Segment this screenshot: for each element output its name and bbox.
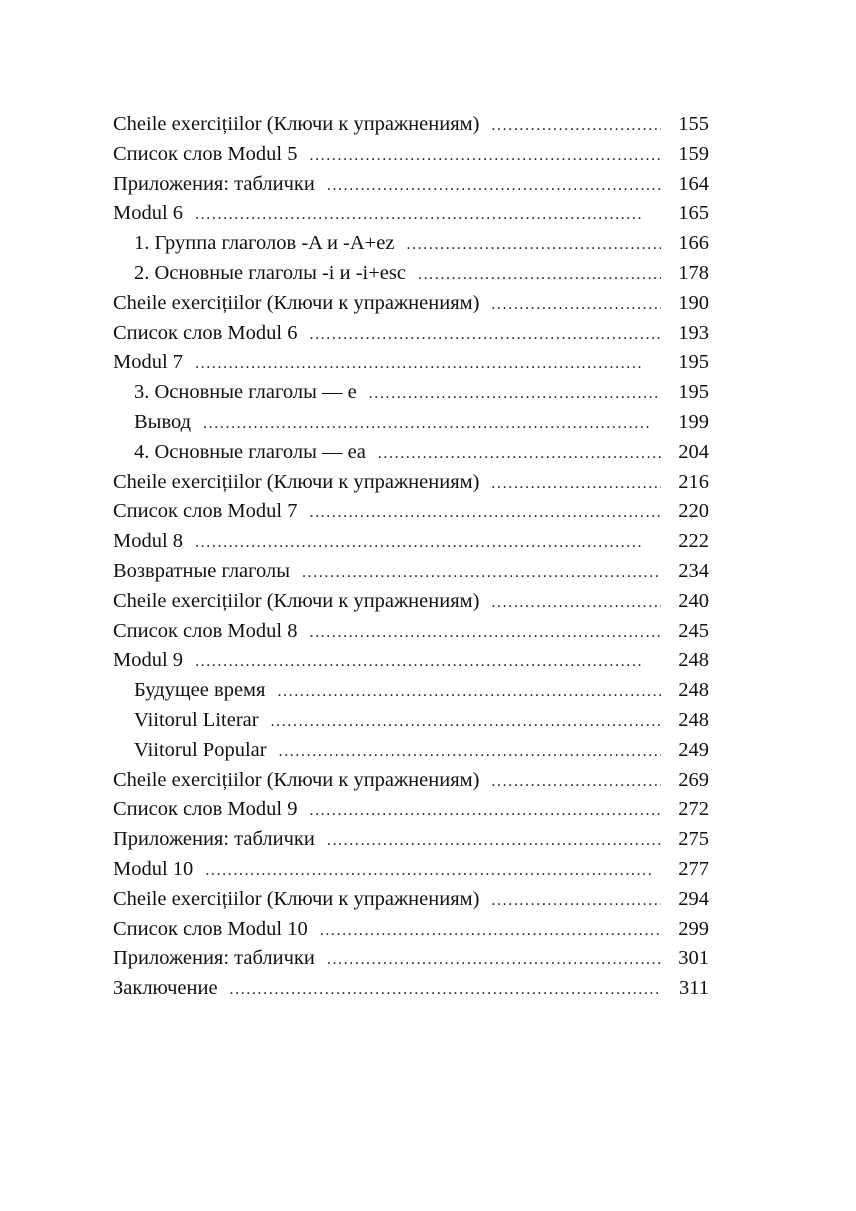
toc-entry-title: Приложения: таблички xyxy=(113,947,315,970)
toc-entry[interactable] xyxy=(113,795,709,825)
toc-entry-title: Заключение xyxy=(113,977,218,1000)
toc-entry-title: Список слов Modul 6 xyxy=(113,321,298,344)
toc-entry[interactable] xyxy=(113,974,709,1004)
toc-entry-page-number: 193 xyxy=(678,321,709,344)
toc-entry[interactable] xyxy=(113,736,709,766)
toc-entry-title: 1. Группа глаголов ‑A и ‑A+ez xyxy=(134,232,395,255)
toc-entry[interactable] xyxy=(113,229,709,259)
dot-leader xyxy=(277,677,661,707)
dot-leader xyxy=(327,171,661,201)
dot-leader xyxy=(320,916,661,946)
toc-entry-title: Приложения: таблички xyxy=(113,172,315,195)
toc-entry-page-number: 294 xyxy=(678,887,709,910)
dot-leader xyxy=(205,856,661,886)
dot-leader xyxy=(195,200,661,230)
toc-entry-title: Modul 6 xyxy=(113,202,184,225)
toc-entry-title: Список слов Modul 7 xyxy=(113,500,298,523)
toc-entry-title: Modul 10 xyxy=(113,857,194,880)
toc-entry-page-number: 199 xyxy=(678,410,709,433)
toc-entry[interactable] xyxy=(113,438,709,468)
toc-entry-title: Viitorul Literar xyxy=(134,708,259,731)
table-of-contents xyxy=(113,110,709,1004)
toc-entry[interactable] xyxy=(113,140,709,170)
toc-entry[interactable] xyxy=(113,468,709,498)
toc-entry[interactable] xyxy=(113,825,709,855)
toc-entry-title: Cheile exercițiilor (Ключи к упражнениям) xyxy=(113,113,480,135)
toc-entry-title: Cheile exercițiilor (Ключи к упражнениям) xyxy=(113,589,480,612)
toc-entry[interactable] xyxy=(113,408,709,438)
toc-entry-title: Viitorul Popular xyxy=(134,738,267,761)
toc-entry-page-number: 166 xyxy=(678,232,709,255)
dot-leader xyxy=(195,528,661,558)
toc-entry-page-number: 249 xyxy=(678,738,709,761)
toc-entry-title: Cheile exercițiilor (Ключи к упражнениям) xyxy=(113,887,480,910)
toc-entry-title: Modul 9 xyxy=(113,649,184,672)
toc-entry-page-number: 216 xyxy=(678,470,709,493)
toc-entry-page-number: 165 xyxy=(678,202,709,225)
dot-leader xyxy=(203,409,661,439)
dot-leader xyxy=(491,767,661,797)
toc-entry-title: Приложения: таблички xyxy=(113,828,315,851)
toc-entry-page-number: 311 xyxy=(679,977,709,1000)
dot-leader xyxy=(406,230,661,260)
toc-entry[interactable] xyxy=(113,527,709,557)
toc-entry-title: 2. Основные глаголы ‑i и ‑i+esc xyxy=(134,261,406,284)
toc-entry[interactable] xyxy=(113,706,709,736)
dot-leader xyxy=(327,945,661,975)
dot-leader xyxy=(309,498,661,528)
toc-entry-page-number: 234 xyxy=(678,559,709,582)
toc-entry[interactable] xyxy=(113,855,709,885)
toc-entry-title: Будущее время xyxy=(134,679,266,702)
dot-leader xyxy=(378,439,661,469)
toc-entry-title: Возвратные глаголы xyxy=(113,559,291,582)
toc-entry-title: Cheile exercițiilor (Ключи к упражнениям) xyxy=(113,470,480,493)
toc-entry-title: Список слов Modul 9 xyxy=(113,798,298,821)
toc-entry-page-number: 222 xyxy=(678,530,709,553)
toc-entry-page-number: 248 xyxy=(678,649,709,672)
dot-leader xyxy=(309,141,661,171)
dot-leader xyxy=(309,320,661,350)
dot-leader xyxy=(491,588,661,618)
toc-entry-page-number: 248 xyxy=(678,679,709,702)
toc-entry-page-number: 269 xyxy=(678,768,709,791)
dot-leader xyxy=(491,111,661,141)
toc-entry-page-number: 240 xyxy=(678,589,709,612)
dot-leader xyxy=(491,886,661,916)
toc-entry-page-number: 301 xyxy=(678,947,709,970)
toc-entry-page-number: 220 xyxy=(678,500,709,523)
toc-entry-page-number: 178 xyxy=(678,261,709,284)
toc-entry[interactable] xyxy=(113,497,709,527)
toc-entry[interactable] xyxy=(113,646,709,676)
toc-entry-title: Modul 7 xyxy=(113,351,184,374)
dot-leader xyxy=(279,737,661,767)
toc-entry-title: Список слов Modul 8 xyxy=(113,619,298,642)
dot-leader xyxy=(491,290,661,320)
toc-entry[interactable] xyxy=(113,110,709,140)
toc-entry-title: Cheile exercițiilor (Ключи к упражнениям) xyxy=(113,768,480,791)
dot-leader xyxy=(302,558,661,588)
toc-entry-page-number: 248 xyxy=(678,708,709,731)
toc-entry-page-number: 245 xyxy=(678,619,709,642)
toc-entry-page-number: 299 xyxy=(678,917,709,940)
toc-entry-page-number: 195 xyxy=(678,381,709,404)
toc-entry-page-number: 272 xyxy=(678,798,709,821)
toc-entry[interactable] xyxy=(113,289,709,319)
dot-leader xyxy=(369,379,661,409)
toc-entry[interactable] xyxy=(113,557,709,587)
toc-entry-page-number: 155 xyxy=(678,113,709,135)
toc-entry[interactable] xyxy=(113,348,709,378)
toc-entry[interactable] xyxy=(113,259,709,289)
toc-entry-page-number: 159 xyxy=(678,142,709,165)
dot-leader xyxy=(309,618,661,648)
toc-entry-title: Cheile exercițiilor (Ключи к упражнениям) xyxy=(113,291,480,314)
dot-leader xyxy=(195,647,661,677)
dot-leader xyxy=(327,826,661,856)
toc-entry[interactable] xyxy=(113,199,709,229)
dot-leader xyxy=(309,796,661,826)
dot-leader xyxy=(230,975,661,1005)
toc-entry[interactable] xyxy=(113,676,709,706)
toc-entry-title: Список слов Modul 5 xyxy=(113,142,298,165)
toc-entry[interactable] xyxy=(113,885,709,915)
dot-leader xyxy=(491,469,661,499)
toc-entry-page-number: 275 xyxy=(678,828,709,851)
toc-entry-page-number: 204 xyxy=(678,440,709,463)
toc-entry-title: Вывод xyxy=(134,410,192,433)
toc-entry-title: Modul 8 xyxy=(113,530,184,553)
toc-entry-page-number: 190 xyxy=(678,291,709,314)
toc-entry[interactable] xyxy=(113,766,709,796)
toc-entry-page-number: 195 xyxy=(678,351,709,374)
toc-entry[interactable] xyxy=(113,378,709,408)
toc-entry[interactable] xyxy=(113,915,709,945)
toc-entry-title: 3. Основные глаголы — e xyxy=(134,381,357,404)
toc-entry-page-number: 164 xyxy=(678,172,709,195)
toc-entry[interactable] xyxy=(113,617,709,647)
toc-entry-title: Список слов Modul 10 xyxy=(113,917,308,940)
toc-entry[interactable] xyxy=(113,319,709,349)
toc-entry[interactable] xyxy=(113,170,709,200)
dot-leader xyxy=(195,349,661,379)
toc-entry[interactable] xyxy=(113,944,709,974)
toc-entry[interactable] xyxy=(113,587,709,617)
toc-entry-page-number: 277 xyxy=(678,857,709,880)
dot-leader xyxy=(418,260,661,290)
toc-entry-title: 4. Основные глаголы — ea xyxy=(134,440,366,463)
dot-leader xyxy=(271,707,661,737)
